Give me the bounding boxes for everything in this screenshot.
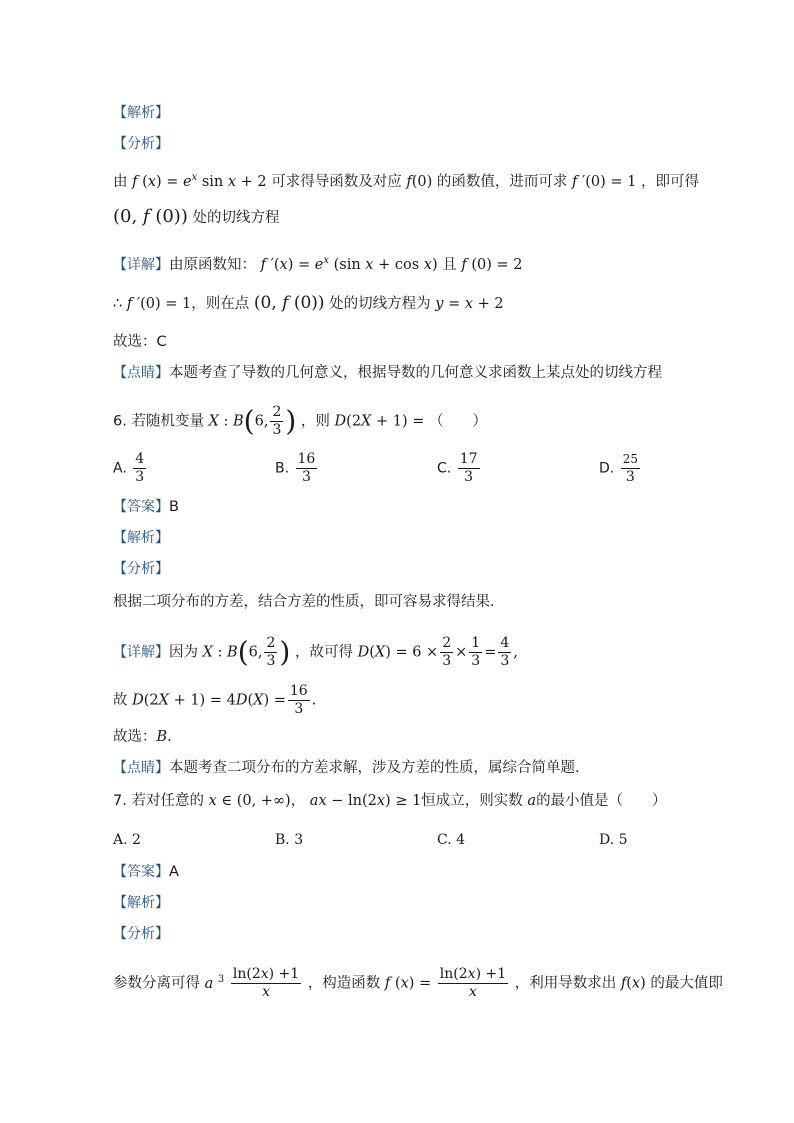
- q6-answer: 【答案】B: [113, 499, 179, 515]
- fenxi-heading: 【分析】: [113, 136, 169, 152]
- q7-stem: 7. 若对任意的 x ∈ (0, +∞)， ax − ln(2x) ≥ 1恒成立，则实数 a的最小值是（ ）: [113, 793, 667, 809]
- q7-option-c: C. 4: [437, 832, 466, 848]
- analysis-line-2: (0, f (0)) 处的切线方程: [113, 206, 280, 227]
- q6-detail: 【详解】因为 X : B(6, $\frac{2}{3}$ ) ，故可得 D(X) = 6 × $\frac{2}{3}$ × $\frac{1}{3}$ = $\frac{4}{3}$ ,: [113, 635, 518, 669]
- q7-option-b: B. 3: [275, 832, 304, 848]
- q6-option-d: D. $\frac{25}{3}$: [599, 452, 638, 485]
- q7-option-a: A. 2: [113, 832, 141, 848]
- detail-line: 【详解】由原函数知： f $'(x) = e^x$ (sin x + cos x) 且 f (0) = 2: [113, 255, 523, 273]
- q7-answer: 【答案】A: [113, 864, 179, 880]
- q6-result: 故 D(2X + 1) = 4D(X) = $\frac{16}{3}$ .: [113, 683, 317, 717]
- q7-jiexi-heading: 【解析】: [113, 895, 169, 911]
- q6-jiexi-heading: 【解析】: [113, 530, 169, 546]
- q6-option-c: C. $\frac{17}{3}$: [437, 451, 478, 485]
- analysis-line-1: 由 f $(x) = e^x$ sin x + 2 可求得导函数及对应 f(0) 的函数值，进而可求 f ′(0) = 1 ，即可得: [113, 172, 700, 190]
- q6-comment: 【点睛】本题考查二项分布的方差求解，涉及方差的性质，属综合简单题.: [113, 760, 580, 776]
- q7-analysis: 参数分离可得 a $^3$ $\frac{\ln(2x) +1}{x}$ ，构造函数 f (x) = $\frac{\ln(2x) +1}{x}$ ，利用导数求出 f(x) 的最大值即: [113, 966, 723, 1000]
- q7-option-d: D. 5: [599, 832, 628, 848]
- jiexi-heading: 【解析】: [113, 105, 169, 121]
- q6-fenxi-heading: 【分析】: [113, 561, 169, 577]
- q6-option-a: A. $\frac{4}{3}$: [113, 451, 145, 485]
- therefore-line: ∴ f ′(0) = 1，则在点 (0, f (0)) 处的切线方程为 y = x + 2: [113, 293, 504, 313]
- q7-fenxi-heading: 【分析】: [113, 926, 169, 942]
- q6-analysis: 根据二项分布的方差，结合方差的性质，即可容易求得结果.: [113, 594, 495, 610]
- q6-option-b: B. $\frac{16}{3}$: [275, 451, 316, 485]
- choose-line: 故选：C: [113, 334, 167, 350]
- q6-stem: 6. 若随机变量 X : B(6, $\frac{2}{3}$ ) ，则 D(2X + 1) = （ ）: [113, 404, 487, 438]
- comment-line: 【点睛】本题考查了导数的几何意义，根据导数的几何意义求函数上某点处的切线方程: [113, 365, 662, 381]
- q6-choose: 故选：B.: [113, 729, 172, 745]
